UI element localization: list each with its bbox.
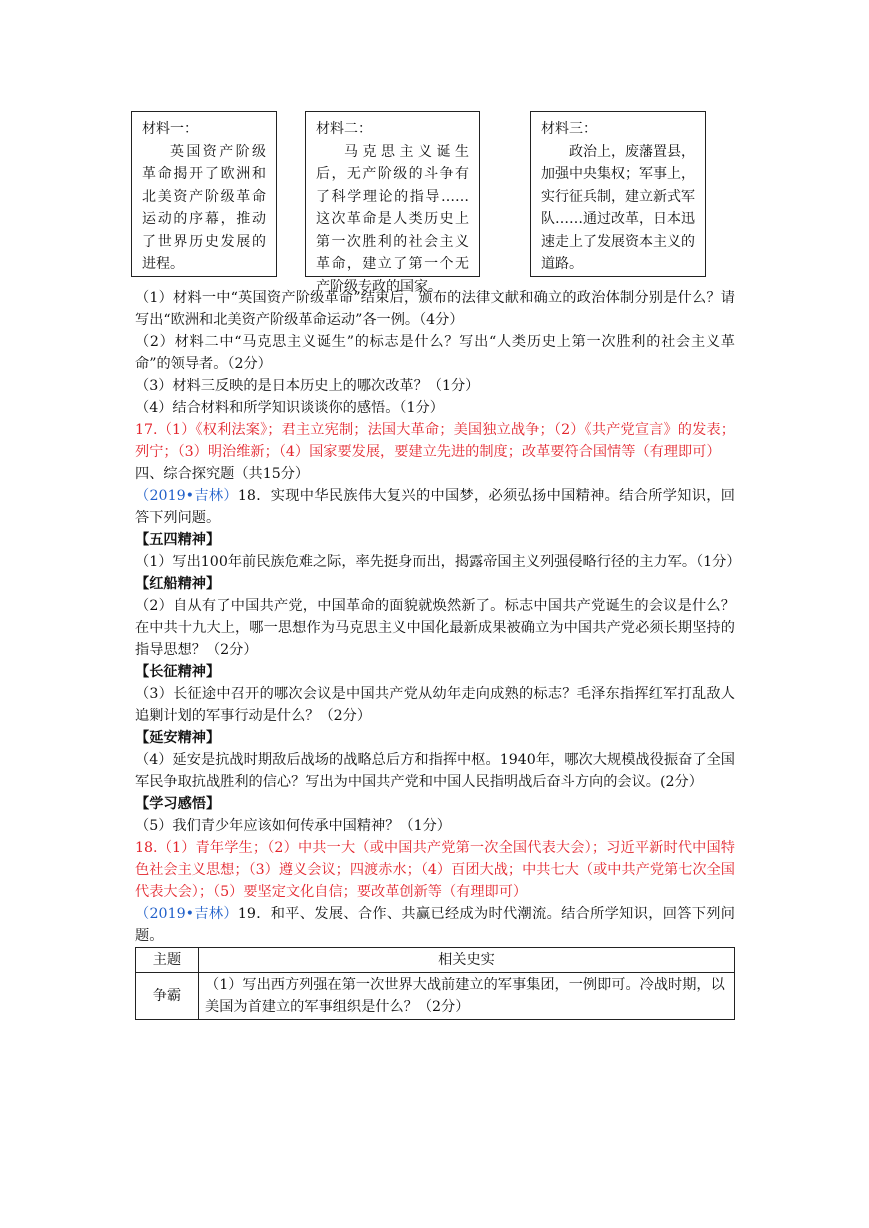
table-header-cell: 相关史实: [199, 948, 735, 973]
answer-17: 17.（1）《权利法案》；君主立宪制；法国大革命；美国独立战争；（2）《共产党宣言》的发表；列宁；（3）明治维新；（4）国家要发展，要建立先进的制度；改革要符合国情等（有理即可）: [135, 422, 735, 460]
question-source: （2019•吉林）: [135, 906, 238, 922]
history-table: [135, 947, 735, 1020]
material-body: 英国资产阶级革命揭开了欧洲和北美资产阶级革命运动的序幕，推动了世界历史发展的进程。: [142, 143, 266, 272]
table-cell-facts: （1）写出西方列强在第一次世界大战前建立的军事集团，一例即可。冷战时期，以美国为首建立的军事组织是什么？（2分）: [199, 973, 735, 1020]
material-title: 材料三：: [541, 121, 597, 137]
question-17-2: （2）材料二中“马克思主义诞生”的标志是什么？写出“人类历史上第一次胜利的社会主义革命”的领导者。（2分）: [135, 334, 735, 372]
question-17-4: （4）结合材料和所学知识谈谈你的感悟。（1分）: [135, 400, 444, 416]
material-box-2: [305, 111, 480, 295]
material-title: 材料一：: [142, 121, 198, 137]
subheading-ganwu: 【学习感悟】: [135, 796, 221, 812]
table-header-row: [136, 948, 735, 973]
material-body: 马克思主义诞生后，无产阶级的斗争有了科学理论的指导……这次革命是人类历史上第一次胜利的社会主义革命，建立了第一个无产阶级专政的国家。: [316, 143, 469, 295]
question-stem-text: 19．和平、发展、合作、共赢已经成为时代潮流。结合所学知识，回答下列问题。: [135, 906, 735, 944]
table-cell-topic: 争霸: [136, 973, 199, 1020]
section-heading: 四、综合探究题（共15分）: [135, 466, 310, 482]
question-18-stem: [135, 485, 735, 529]
material-body: 政治上，废藩置县，加强中央集权；军事上，实行征兵制，建立新式军队……通过改革，日本迅速走上了发展资本主义的道路。: [541, 143, 695, 272]
question-18-2: （2）自从有了中国共产党，中国革命的面貌就焕然新了。标志中国共产党诞生的会议是什么？在中共十九大上，哪一思想作为马克思主义中国化最新成果被确立为中国共产党必须长期坚持的指导思想？（2分）: [135, 598, 735, 658]
question-source: （2019•吉林）: [135, 488, 238, 504]
material-box-3: [530, 111, 706, 277]
answer-18: 18.（1）青年学生；（2）中共一大（或中国共产党第一次全国代表大会）；习近平新时代中国特色社会主义思想；（3）遵义会议；四渡赤水；（4）百团大战；中共七大（或中共产党第七次全国代表大会）；（5）要坚定文化自信；要改革创新等（有理即可）: [135, 840, 735, 900]
subheading-wusi: 【五四精神】: [135, 532, 221, 548]
subheading-yanan: 【延安精神】: [135, 730, 221, 746]
question-17-3: （3）材料三反映的是日本历史上的哪次改革？（1分）: [135, 378, 480, 394]
subheading-changzheng: 【长征精神】: [135, 664, 221, 680]
material-title: 材料二：: [316, 121, 372, 137]
question-18-5: （5）我们青少年应该如何传承中国精神？（1分）: [135, 818, 451, 834]
table-row: [136, 973, 735, 1020]
question-18-3: （3）长征途中召开的哪次会议是中国共产党从幼年走向成熟的标志？毛泽东指挥红军打乱敌人追剿计划的军事行动是什么？（2分）: [135, 686, 735, 724]
question-18-1: （1）写出100年前民族危难之际，率先挺身而出，揭露帝国主义列强侵略行径的主力军。（1分）: [135, 554, 741, 570]
subheading-hongchuan: 【红船精神】: [135, 576, 221, 592]
question-17-1: （1）材料一中“英国资产阶级革命”结束后，颁布的法律文献和确立的政治体制分别是什么？请写出“欧洲和北美资产阶级革命运动”各一例。（4分）: [135, 290, 735, 328]
question-stem-text: 18．实现中华民族伟大复兴的中国梦，必须弘扬中国精神。结合所学知识，回答下列问题。: [135, 488, 735, 526]
question-18-4: （4）延安是抗战时期敌后战场的战略总后方和指挥中枢。1940年，哪次大规模战役振奋了全国军民争取抗战胜利的信心？写出为中国共产党和中国人民指明战后奋斗方向的会议。(2分）: [135, 752, 735, 790]
table-header-cell: 主题: [136, 948, 199, 973]
question-content: [135, 287, 741, 1020]
material-box-1: [131, 111, 277, 277]
question-19-stem: [135, 903, 735, 947]
